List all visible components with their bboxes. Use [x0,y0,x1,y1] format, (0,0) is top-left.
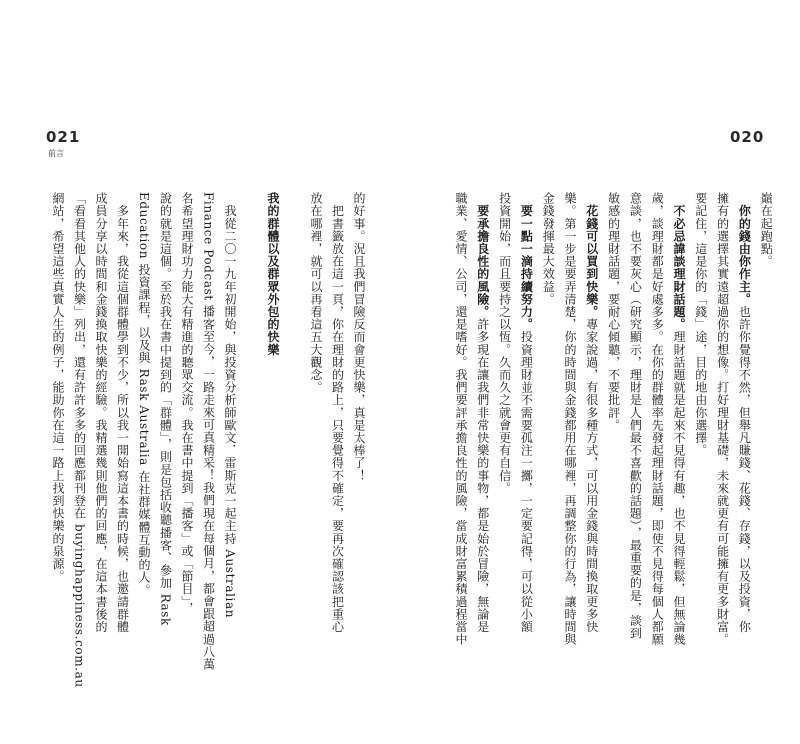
text-run: 成員分享以時間和金錢換取快樂的經驗。我精選幾則他們的回應，在這本書後的 [94,192,108,633]
bold-phrase: 不必忌諱談理財話題。 [672,192,686,331]
text-run: 許多現在讓我們非常快樂的事物，都是始於冒險，無論是 [475,318,490,633]
right-page-column [477,192,489,633]
left-page-column [95,192,107,633]
right-page-column [738,192,750,633]
left-page-column [224,192,236,618]
left-page-column [267,192,279,356]
text-run: 要記住，這是你的「錢」途，目的地由你選擇。 [693,192,708,457]
page-number-right: 020 [730,128,765,146]
bold-phrase: 要一點一滴持續努力。 [519,192,534,331]
right-page-column [608,192,620,431]
left-page-column [74,192,86,688]
text-run: Finance Podcast 播客至今，一路走來可真精采！我們現在每個月，都會跟超過八萬 [201,192,216,671]
bold-phrase: 你的錢由你作主。 [737,192,752,306]
text-run: 金錢發揮最大效益。 [541,192,556,306]
text-run: 歲，談理財都是好處多多。在你的群體率先發起理財話題，即使不見得每個人都願 [650,192,665,646]
page-number-left: 021 [46,128,81,146]
right-page-column [695,192,707,457]
text-run: 多年來，我從這個群體學到不少，所以我一開始寫這本書的時候，也邀請群體 [115,192,130,633]
left-page-column [138,192,150,596]
left-page-column [160,192,172,626]
right-page-column [499,192,511,494]
bold-phrase: 我的群體以及群眾外包的快樂 [266,192,280,356]
text-run: 擁有的選擇其實遠超過你的想像。打好理財基礎，未來就更有可能擁有更多財富。 [715,192,730,646]
right-page-column [564,192,576,646]
text-run: 樂。第一步是要弄清楚，你的時間與金錢都用在哪裡，再調整你的行為，讓時間與 [563,192,577,646]
text-run: Education 投資課程，以及與 Rask Australia 在社群媒體互動的人。 [137,192,151,597]
left-page-column [117,192,129,633]
text-run: 放在哪裡，就可以再看這五大觀念。 [309,192,323,394]
left-page-column [310,192,322,394]
text-run: 敏感的理財話題，要耐心傾聽，不要批評。 [606,192,621,432]
right-page-column [651,192,663,646]
text-run: 巔在起跑點。 [759,192,774,268]
text-run: 把書籤放在這一頁，你在理財的路上，只要覺得不確定，要再次確認該把重心 [330,192,345,633]
left-page-column [52,192,64,583]
left-page-column [181,192,193,614]
running-head: 前言 [48,149,64,158]
bold-phrase: 花錢可以買到快樂。 [584,192,599,318]
right-page-column [760,192,772,268]
left-page-column [353,192,365,482]
text-run: 職業、愛情、公司，還是嗜好。我們要評承擔良性的風險，當成財富累積過程當中 [454,192,468,646]
text-run: 理財話題就是起來不見得有趣，也不見得輕鬆，但無論幾 [672,330,686,646]
bold-phrase: 要承擔良性的風險。 [475,192,490,318]
text-run: 也許你覺得不然，但舉凡賺錢、花錢、存錢，以及投資，你 [737,305,752,634]
text-run: 說的就是這個。至於我在書中提到的「群體」，則是包括收聽播客、參加 Rask [158,192,173,626]
text-run: 的好事。況且我們冒險反而會更快樂，真是太棒了！ [352,192,366,482]
text-run: 「看看其他人的快樂」列出，還有許許多多的回應都刊登在 buyinghappiness.com.au [72,192,87,688]
right-page-column [586,192,598,633]
text-run: 投資開始，而且要持之以恆。久而久之就會更有自信。 [497,192,512,495]
right-page-column [629,192,641,640]
right-page-column [542,192,554,305]
left-page-column [203,192,215,671]
right-page-column [717,192,729,646]
text-run: 我從二〇一九年初開始，與投資分析師歐文．雷斯克一起主持 Australian [223,192,237,619]
text-run: 網站，希望這些真實人生的例子，能助你在這一路上找到快樂的泉源。 [51,192,65,583]
right-page-column [673,192,685,646]
text-run: 投資理財並不需要孤注一擲，一定要記得，可以從小額 [519,330,534,634]
text-run: 意談，也不要灰心（研究顯示，理財是人們最不喜歡的話題），最重要的是，談到 [628,192,643,640]
text-run: 名希望理財功力能大有精進的聽眾交流。我在書中提到「播客」或「節目」， [180,192,194,615]
left-page-column [332,192,344,633]
text-run: 專家說過，有很多種方式，可以用金錢與時間換取更多快 [584,318,599,633]
right-page-column [520,192,532,633]
right-page-column [455,192,467,646]
